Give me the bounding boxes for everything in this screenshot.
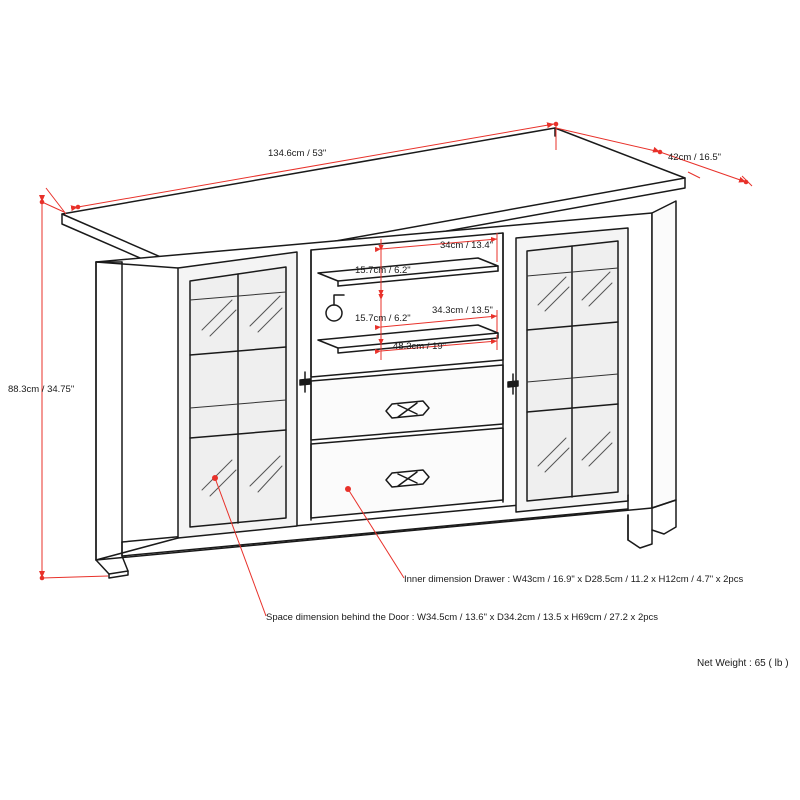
dimension-center-bottom-width-label: 48.3cm / 19": [393, 341, 447, 352]
dimension-shelf-top-height-label: 15.7cm / 6.2": [355, 265, 411, 276]
dimension-width-label: 134.6cm / 53": [268, 148, 327, 159]
note-net-weight: Net Weight : 65 ( lb ): [697, 658, 789, 669]
dimension-depth-label: 42cm / 16.5": [668, 152, 722, 163]
dimension-shelf-bottom-height-label: 15.7cm / 6.2": [355, 313, 411, 324]
dimension-height-label: 88.3cm / 34.75": [8, 384, 75, 395]
note-door-space-dimensions: Space dimension behind the Door : W34.5cm / 13.6" x D34.2cm / 13.5 x H69cm / 27.2 x 2pcs: [266, 612, 659, 623]
dimension-center-top-width-label: 34cm / 13.4": [440, 240, 494, 251]
dimension-center-mid-width-label: 34.3cm / 13.5": [432, 305, 493, 316]
note-drawer-dimensions: Inner dimension Drawer : W43cm / 16.9" x D28.5cm / 11.2 x H12cm / 4.7" x 2pcs: [404, 574, 744, 585]
